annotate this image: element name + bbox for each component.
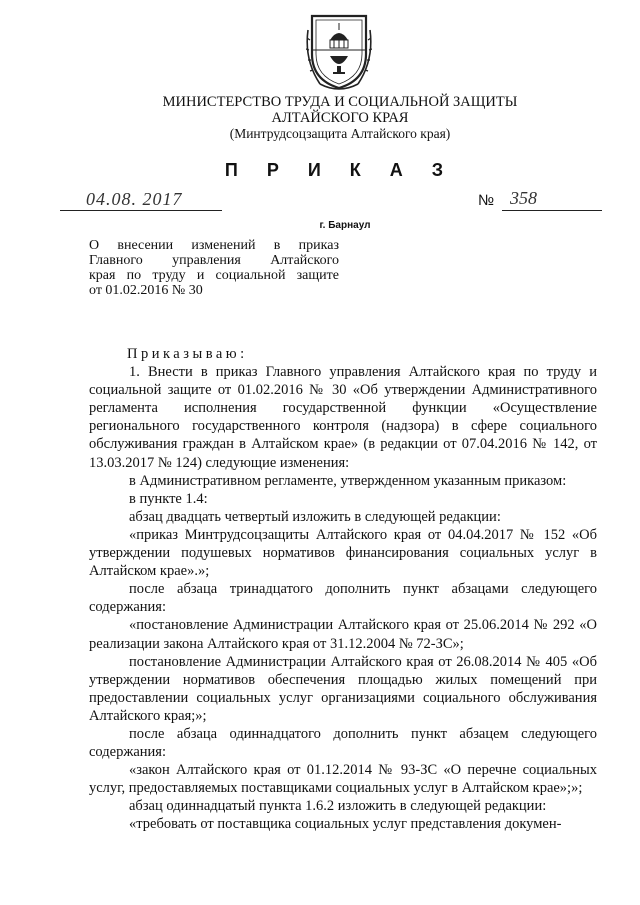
body-paragraph: «требовать от поставщика социальных услуг представления докумен- — [129, 816, 562, 833]
city-label: г. Барнаул — [319, 220, 371, 231]
body-paragraph: абзац двадцать четвертый изложить в следующей редакции: — [129, 508, 501, 525]
document-type-title: П Р И К А З — [224, 160, 456, 180]
body-paragraph: «приказ Минтрудсоцзащиты Алтайского края от 04.04.2017 № 152 «Об утверждении подушевых нормативов финансирования социальных услуг в Алтайском крае».»; — [89, 526, 597, 580]
body-paragraph: «постановление Администрации Алтайского края от 25.06.2014 № 292 «О реализации закона Алтайского края от 31.12.2004 № 72-ЗС»; — [89, 617, 597, 652]
subject-line: от 01.02.2016 № 30 — [89, 283, 203, 298]
body-paragraph: после абзаца тринадцатого дополнить пункт абзацами следующего содержания: — [89, 581, 597, 616]
body-paragraph: 1. Внести в приказ Главного управления Алтайского края по труду и социальной защите от 01.02.2016 № 30 «Об утверждении Административного регламента исполнения государственной функции «Осуществление регионального государственного контроля (надзора) в сфере социального обслуживания граждан в Алтайском крае» (в редакции от 07.04.2016 № 142, от 13.03.2017 № 124) следующие изменения: — [89, 364, 597, 471]
body-paragraph: в пункте 1.4: — [129, 490, 208, 507]
subject-line: О внесении изменений в приказ — [89, 238, 339, 253]
number-field — [502, 188, 602, 211]
document-body — [89, 345, 597, 834]
order-word: Приказываю: — [127, 346, 248, 362]
coat-of-arms-emblem — [306, 10, 372, 92]
body-paragraph: постановление Администрации Алтайского края от 26.08.2014 № 405 «Об утверждении нормативов обеспечения площадью жилых помещений при предоставлении социальных услуг организациями социального обслуживания Алтайского края;»; — [89, 653, 597, 724]
subject-line: края по труду и социальной защите — [89, 268, 339, 283]
body-paragraph: абзац одиннадцатый пункта 1.6.2 изложить в следующей редакции: — [129, 798, 547, 815]
subject-line: Главного управления Алтайского — [89, 253, 339, 268]
body-paragraph: в Административном регламенте, утвержденном указанным приказом: — [129, 472, 567, 489]
ministry-short-name: (Минтрудсоцзащита Алтайского края) — [229, 126, 451, 141]
ministry-name-line2: АЛТАЙСКОГО КРАЯ — [271, 109, 409, 126]
body-paragraph: «закон Алтайского края от 01.12.2014 № 93-ЗС «О перечне социальных услуг, предоставляемых поставщиками социальных услуг в Алтайском крае»;»; — [89, 762, 597, 797]
document-subject — [89, 238, 339, 298]
ministry-name-line1: МИНИСТЕРСТВО ТРУДА И СОЦИАЛЬНОЙ ЗАЩИТЫ — [162, 94, 518, 110]
date-field — [60, 188, 222, 211]
handwritten-number: 358 — [510, 188, 537, 208]
body-paragraph: после абзаца одиннадцатого дополнить пункт абзацем следующего содержания: — [89, 725, 597, 761]
handwritten-date: 04.08. 2017 — [86, 189, 183, 209]
number-sign: № — [478, 192, 495, 209]
ministry-header — [150, 95, 530, 142]
